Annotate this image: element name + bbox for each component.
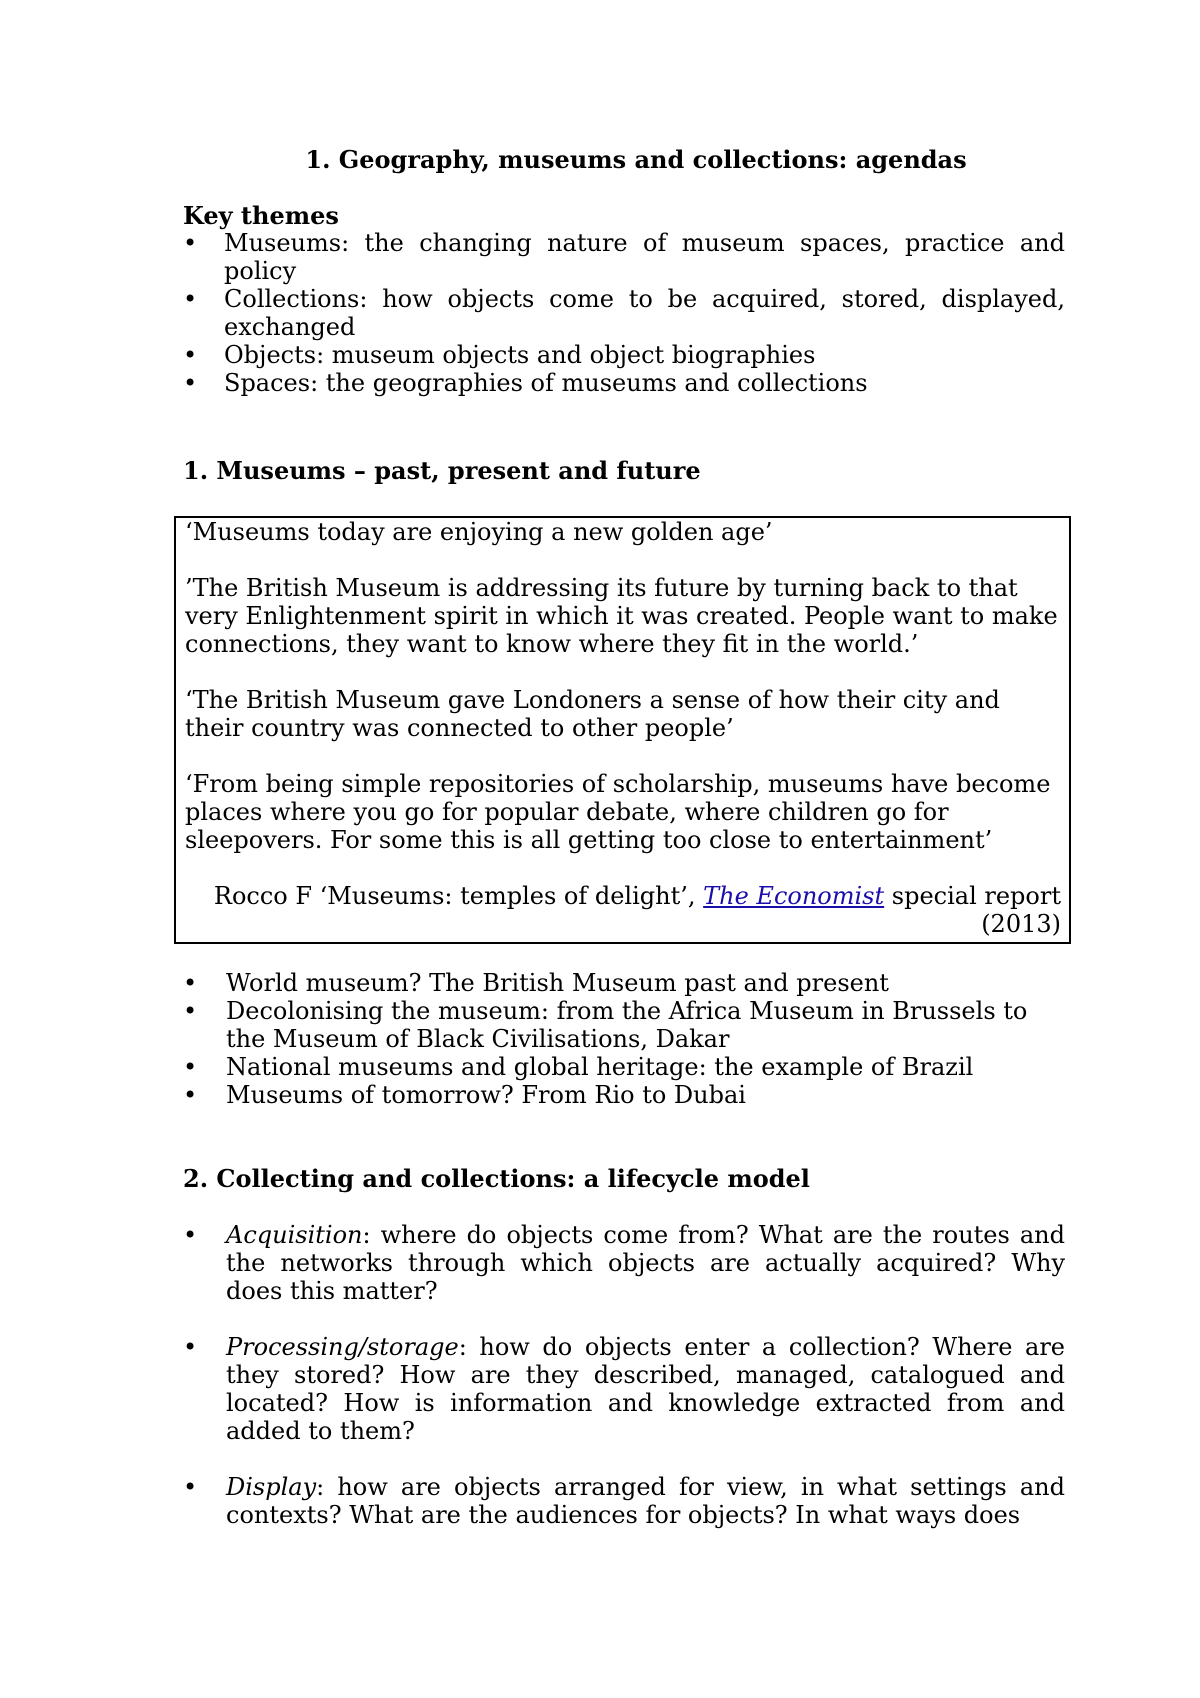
section-2-heading: 2. Collecting and collections: a lifecycle model [183,1164,810,1193]
quote-1: ‘Museums today are enjoying a new golden age’ [185,518,773,546]
quote-2: ’The British Museum is addressing its future by turning back to that very Enlightenment spirit in which it was created. People want to make connections, they want to know where they fit in the world.’ [185,574,1058,658]
key-themes-list [183,229,1065,397]
list-item: • Spaces: the geographies of museums and collections [183,369,868,397]
list-item: • Processing/storage: how do objects enter a collection? Where are they stored? How are they described, managed, catalogued and located? How is information and knowledge extracted from and added to them? [183,1333,1065,1445]
citation-year: (2013) [981,910,1061,938]
bullet-icon: • [183,1053,198,1081]
list-item: • Objects: museum objects and object biographies [183,341,816,369]
bullet-icon: • [183,997,198,1025]
bullet-icon: • [183,1473,198,1501]
bullet-icon: • [183,969,198,997]
list-item: • Museums: the changing nature of museum spaces, practice and policy [183,229,1065,285]
list-item: • Museums of tomorrow? From Rio to Dubai [183,1081,746,1109]
list-item: • Acquisition: where do objects come from? What are the routes and the networks through which objects are actually acquired? Why does this matter? [183,1221,1065,1305]
quote-box [174,516,1071,944]
list-item: • National museums and global heritage: the example of Brazil [183,1053,974,1081]
bullet-icon: • [183,1081,198,1109]
bullet-icon: • [183,1221,198,1249]
bullet-icon: • [183,341,198,369]
key-themes-heading: Key themes [183,201,339,230]
list-item: • World museum? The British Museum past and present [183,969,889,997]
list-item: • Decolonising the museum: from the Africa Museum in Brussels to the Museum of Black Civilisations, Dakar [183,997,1028,1053]
quote-4: ‘From being simple repositories of scholarship, museums have become places where you go for popular debate, where children go for sleepovers. For some this is all getting too close to entertainment’ [185,770,1051,854]
quote-3: ‘The British Museum gave Londoners a sense of how their city and their country was connected to other people’ [185,686,1000,742]
page-title: 1. Geography, museums and collections: agendas [305,145,967,174]
bullet-icon: • [183,285,198,313]
section-2-list [183,1221,1065,1529]
bullet-icon: • [183,229,198,257]
bullet-icon: • [183,369,198,397]
list-item: • Collections: how objects come to be acquired, stored, displayed, exchanged [183,285,1065,341]
section-1-heading: 1. Museums – past, present and future [183,456,701,485]
section-1-list [183,969,1065,1109]
list-item: • Display: how are objects arranged for view, in what settings and contexts? What are the audiences for objects? In what ways does [183,1473,1065,1529]
citation: Rocco F ‘Museums: temples of delight’, The Economist special report [213,882,1061,910]
bullet-icon: • [183,1333,198,1361]
economist-link[interactable]: The Economist [703,882,885,910]
